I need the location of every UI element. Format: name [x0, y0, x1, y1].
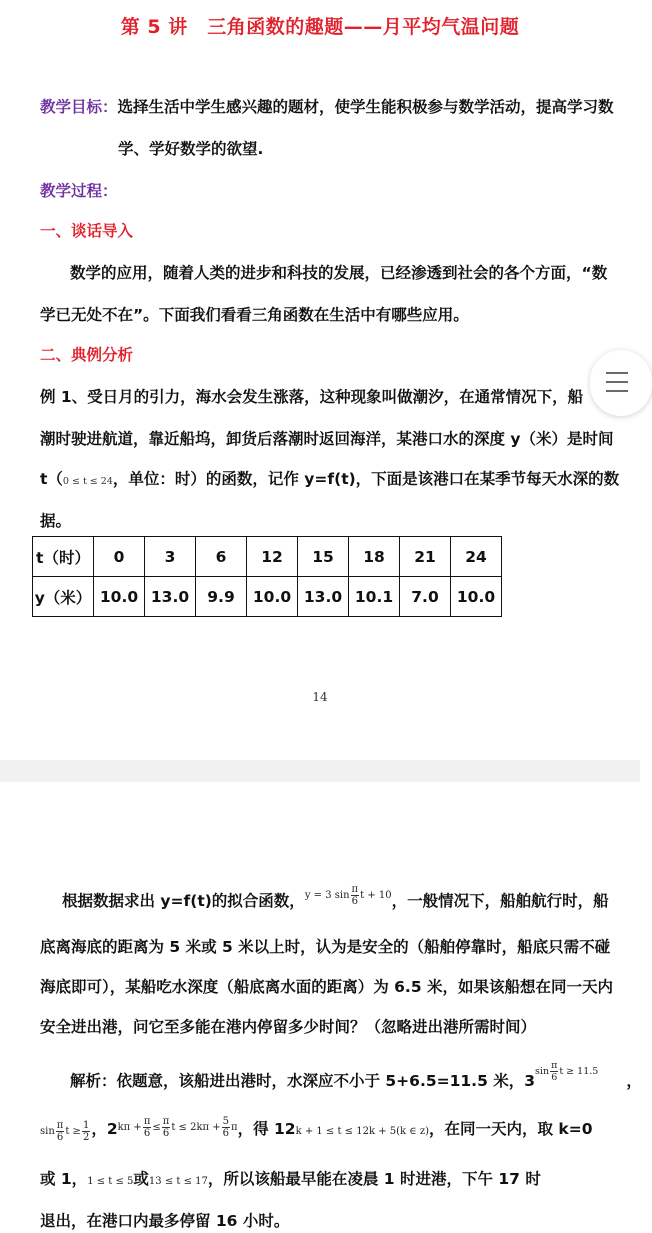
table-cell: 6: [196, 537, 247, 577]
formula-part: t ≤ 2kπ +: [171, 1122, 221, 1133]
exponent-formula: [535, 1060, 599, 1083]
table-cell: 13.0: [298, 577, 349, 617]
table-header-time: t（时）: [33, 537, 94, 577]
table-row-depth: [33, 577, 502, 617]
numerator: π: [56, 1120, 64, 1131]
table-cell: 9.9: [196, 577, 247, 617]
inequality-sin: [40, 1120, 91, 1143]
formula-part: kπ +: [117, 1122, 142, 1133]
time-range-formula: 0 ≤ t ≤ 24: [62, 476, 113, 487]
inequality-range: [117, 1116, 238, 1139]
example-line-1: 例 1、受日月的引力，海水会发生涨落，这种现象叫做潮汐，在通常情况下，船: [40, 388, 584, 406]
page-number: 14: [312, 690, 328, 704]
numerator: π: [162, 1116, 170, 1127]
solution-text: 解析：依题意，该船进出港时，水深应不小于 5+6.5=11.5 米，3: [70, 1072, 536, 1090]
section-heading-intro: 一、谈话导入: [40, 222, 134, 240]
range-formula: 13 ≤ t ≤ 17: [148, 1176, 208, 1187]
solution-line-2: [40, 1118, 593, 1143]
denominator: 6: [551, 1072, 558, 1083]
page-separator: [0, 760, 640, 782]
fit-function-intro: 根据数据求出 y=f(t)的拟合函数，: [62, 892, 305, 910]
denominator: 6: [222, 1128, 230, 1139]
formula-part: π: [231, 1122, 238, 1133]
fraction: [143, 1116, 152, 1139]
solution-text: 或 1，: [40, 1170, 88, 1188]
fraction: [222, 1116, 230, 1139]
denominator: 6: [143, 1128, 151, 1139]
teaching-process-label: 教学过程：: [40, 182, 118, 200]
solution-text: ，: [626, 1072, 642, 1090]
teaching-goal-label: 教学目标：: [40, 98, 118, 116]
fraction: [82, 1120, 90, 1143]
formula-part: ≤: [152, 1122, 161, 1133]
table-header-depth: y（米）: [33, 577, 94, 617]
teaching-goal-text: 选择生活中学生感兴趣的题材，使学生能积极参与数学活动，提高学习数: [117, 98, 614, 116]
table-cell: 24: [451, 537, 502, 577]
denominator: 6: [162, 1128, 170, 1139]
page-title: 第 5 讲 三角函数的趣题——月平均气温问题: [120, 16, 520, 38]
fraction: [162, 1116, 171, 1139]
example-line-3-prefix: t（: [40, 470, 63, 488]
table-cell: 12: [247, 537, 298, 577]
formula-part: t + 10: [360, 890, 392, 901]
formula-part: t ≥ 11.5: [559, 1066, 599, 1077]
answer-paragraph-line-1: [62, 884, 609, 915]
answer-paragraph-line-3: 海底即可），某船吃水深度（船底离水面的距离）为 6.5 米，如果该船想在同一天内: [40, 978, 614, 996]
teaching-goal-line-1: [40, 96, 614, 118]
answer-paragraph-line-4: 安全进出港，问它至多能在港内停留多少时间？（忽略进出港所需时间）: [40, 1018, 537, 1036]
inequality-k: k + 1 ≤ t ≤ 12k + 5(k ∈ z): [295, 1126, 430, 1137]
table-cell: 3: [145, 537, 196, 577]
intro-paragraph-line-2: 学已无处不在”。下面我们看看三角函数在生活中有哪些应用。: [40, 306, 469, 324]
solution-text: 或: [133, 1170, 149, 1188]
example-line-3-rest: ，单位：时）的函数，记作 y=f(t)，下面是该港口在某季节每天水深的数: [112, 470, 620, 488]
denominator: 6: [56, 1132, 64, 1143]
fit-function-tail: ，一般情况下，船舶航行时，船: [391, 892, 609, 910]
formula-part: sin: [535, 1066, 550, 1077]
menu-icon: [606, 390, 628, 392]
example-line-3: [40, 468, 619, 493]
solution-line-4: 退出，在港口内最多停留 16 小时。: [40, 1212, 290, 1230]
denominator: 6: [351, 896, 358, 907]
table-cell: 7.0: [400, 577, 451, 617]
table-cell: 13.0: [145, 577, 196, 617]
numerator: π: [551, 1060, 558, 1071]
numerator: 5: [222, 1116, 230, 1127]
solution-text: ，在同一天内，取 k=0: [429, 1120, 593, 1138]
intro-paragraph-line-1: 数学的应用，随着人类的进步和科技的发展，已经渗透到社会的各个方面，“数: [70, 264, 608, 282]
tide-data-table: [32, 536, 502, 617]
table-cell: 18: [349, 537, 400, 577]
solution-text: ，得 12: [237, 1120, 296, 1138]
answer-paragraph-line-2: 底离海底的距离为 5 米或 5 米以上时，认为是安全的（船舶停靠时，船底只需不碰: [40, 938, 611, 956]
menu-icon: [606, 372, 628, 374]
fraction: [351, 884, 360, 907]
table-cell: 10.0: [94, 577, 145, 617]
document-page-2: [0, 782, 640, 1233]
fit-function-formula: [304, 884, 392, 907]
solution-line-1: [70, 1060, 642, 1095]
table-cell: 10.0: [451, 577, 502, 617]
formula-part: sin: [40, 1126, 55, 1137]
solution-text: ，所以该船最早能在凌晨 1 时进港，下午 17 时: [207, 1170, 541, 1188]
range-formula: 1 ≤ t ≤ 5: [87, 1176, 134, 1187]
floating-menu-button[interactable]: [590, 350, 652, 416]
fraction: [56, 1120, 65, 1143]
menu-icon: [606, 381, 628, 383]
teaching-goal-line-2: 学、学好数学的欲望.: [118, 140, 264, 158]
formula-part: t ≥: [65, 1126, 81, 1137]
solution-line-3: [40, 1168, 541, 1193]
table-cell: 10.0: [247, 577, 298, 617]
formula-part: y = 3 sin: [304, 890, 350, 901]
table-cell: 21: [400, 537, 451, 577]
table-cell: 0: [94, 537, 145, 577]
table-row-time: [33, 537, 502, 577]
numerator: π: [351, 884, 359, 895]
example-line-2: 潮时驶进航道，靠近船坞，卸货后落潮时返回海洋，某港口水的深度 y（米）是时间: [40, 430, 614, 448]
numerator: π: [143, 1116, 151, 1127]
example-line-4: 据。: [40, 512, 72, 530]
table-cell: 10.1: [349, 577, 400, 617]
denominator: 2: [82, 1132, 90, 1143]
numerator: 1: [82, 1120, 90, 1131]
table-cell: 15: [298, 537, 349, 577]
section-heading-examples: 二、典例分析: [40, 346, 134, 364]
solution-text: ，2: [91, 1120, 118, 1138]
fraction: [550, 1060, 558, 1083]
